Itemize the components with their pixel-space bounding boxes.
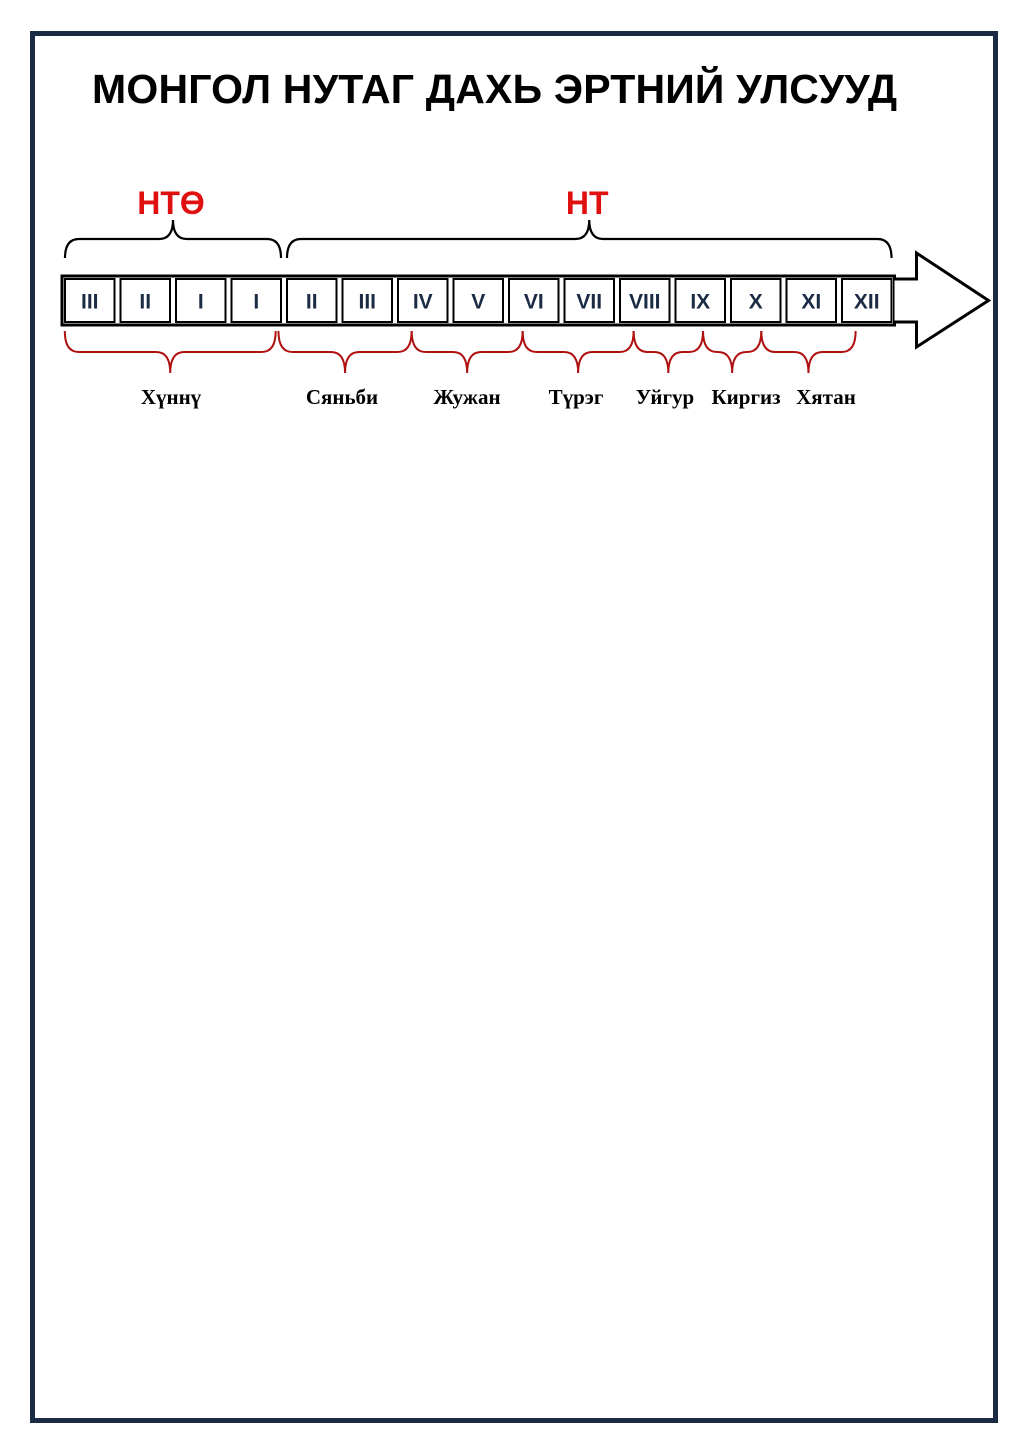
century-label: VII (576, 290, 603, 314)
state-brace (523, 331, 634, 373)
state-label: Сяньби (305, 385, 379, 409)
century-label: II (139, 290, 152, 314)
era-brace (287, 220, 892, 258)
arrow-head (895, 253, 989, 347)
state-label: Хятан (796, 385, 856, 409)
century-label: X (748, 290, 763, 314)
state-brace (761, 331, 855, 373)
century-label: III (80, 290, 99, 314)
state-label: Уйгур (635, 385, 695, 409)
era-label: НТӨ (137, 185, 205, 221)
state-brace (65, 331, 276, 373)
century-cells (62, 276, 895, 325)
century-label: I (197, 290, 204, 314)
state-label: Жужан (433, 385, 501, 409)
century-label: VIII (628, 290, 661, 314)
era-brace (65, 220, 281, 258)
century-label: V (471, 290, 486, 314)
state-brace (703, 331, 761, 373)
era-braces (65, 185, 892, 258)
state-brace (278, 331, 411, 373)
state-label: Хүннү (140, 385, 202, 409)
century-label: I (253, 290, 260, 314)
page-title: МОНГОЛ НУТАГ ДАХЬ ЭРТНИЙ УЛСУУД (92, 66, 898, 112)
century-label: II (305, 290, 318, 314)
era-label: НТ (565, 185, 609, 221)
state-label: Киргиз (711, 385, 781, 409)
state-brace (634, 331, 703, 373)
century-label: XII (853, 290, 880, 314)
century-label: III (358, 290, 377, 314)
timeline-arrow (895, 253, 989, 347)
state-braces (65, 331, 856, 409)
century-label: IX (690, 290, 711, 314)
century-label: VI (523, 290, 544, 314)
century-label: IV (412, 290, 433, 314)
century-label: XI (801, 290, 822, 314)
state-brace (412, 331, 523, 373)
state-label: Түрэг (548, 385, 604, 409)
